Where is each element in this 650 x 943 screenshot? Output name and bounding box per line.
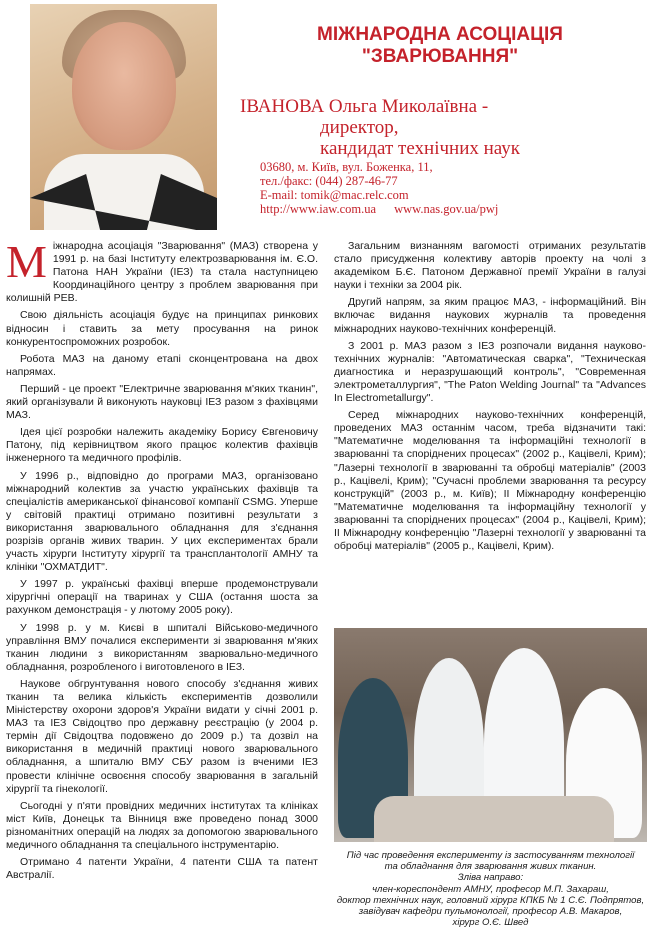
paragraph: З 2001 р. МАЗ разом з ІЕЗ розпочали видання науково-технічних журналів: "Автоматическая сварка", "Техническая диагностика и неразрушающий контроль", "Современная электрометаллургия", "The Paton Welding Journal" та "Advances In Electrometallurgy". <box>334 339 646 405</box>
photo-caption <box>334 850 647 928</box>
organization-title-line2: "ЗВАРЮВАННЯ" <box>361 46 519 67</box>
paragraph: Наукове обгрунтування нового способу з'єднання живих тканин та велика кількість експериментів дозволили Міністерству охорони здоров'я України видати у січні 2001 р. МАЗ та ІЕЗ Свідоцтво про державну реєстрацію (у 2004 р. термін дії Свідоцтва подовжено до 2009 р.) та дозвіл на використання в медичній практиці нового зварювального обладнання, а шпиталю ВМУ СБУ разом із вченими ІЕЗ провести клінічне освоєння способу зварювання в загальній хірургії та гінекології. <box>6 677 318 795</box>
paragraph: У 1997 р. українські фахівці вперше продемонстрували хірургічні операції на тваринах у США (остання шоста за рахунком демонстрація - у лютому 2005 року). <box>6 578 318 617</box>
paragraph: У 1996 р., відповідно до програми МАЗ, організовано міжнародний колектив за участю українських фахівців та спеціалістів американської фінансової компанії CSMG. Уперше у світовій практиці отримано позитивні результати з використання зварювального обладнання для з'єднання розрізів органів живих тварин. У цих експериментах брали участь хірурги Інституту хірургії та трансплантології АМНУ та клініки "ОХМАТДИТ". <box>6 469 318 574</box>
caption-line: Зліва направо: <box>457 872 524 884</box>
website-links <box>260 202 640 216</box>
paragraph: Другий напрям, за яким працює МАЗ, - інформаційний. Він включає видання наукових журналів та проведення міжнародних науково-технічних конференцій. <box>334 296 646 335</box>
caption-line: Під час проведення експерименту із застосуванням технології <box>346 850 635 861</box>
director-name: ІВАНОВА Ольга Миколаївна - <box>240 96 489 117</box>
director-position: директор, <box>320 117 399 138</box>
paragraph: Робота МАЗ на даному етапі сконцентрована на двох напрямах. <box>6 352 318 378</box>
director-portrait-photo <box>30 4 217 230</box>
paragraph: Отримано 4 патенти України, 4 патенти США та патент Австралії. <box>6 856 318 882</box>
paragraph: Ідея цієї розробки належить академіку Борису Євгеновичу Патону, під керівництвом якого працює колектив фахівців інженерного та медичного профілів. <box>6 426 318 465</box>
caption-line: хірург О.Є. Швед <box>452 917 529 929</box>
email: E-mail: tomik@mac.relc.com <box>260 188 409 202</box>
article-right-column <box>334 240 646 557</box>
paragraph: Свою діяльність асоціація будує на принципах ринкових відносин і ставить за мету просування на ринок конкурентоспроможних розробок. <box>6 309 318 348</box>
caption-line: завідувач кафедри пульмонології, професор А.В. Макаров, <box>358 906 623 918</box>
paragraph: Сьогодні у п'яти провідних медичних інститутах та клініках міст Київ, Донецьк та Вінниця вже проведено понад 3000 різноманітних операцій на людях за допомогою зварювального медичного обладнання та спеціального інструментарію. <box>6 799 318 852</box>
caption-line: доктор технічних наук, головний хірург КПКБ № 1 С.Є. Подпрятов, <box>336 894 645 906</box>
drop-cap: М <box>6 236 47 287</box>
contact-info <box>260 160 640 216</box>
director-name-block <box>240 96 640 159</box>
paragraph: Перший - це проект "Електричне зварювання м'яких тканин", який організували й виконують науковці ІЕЗ разом з фахівцями МАЗ. <box>6 382 318 422</box>
address: 03680, м. Київ, вул. Боженка, 11, <box>260 160 433 174</box>
phone-fax: тел./факс: (044) 287-46-77 <box>260 174 398 188</box>
website-link-nas: www.nas.gov.ua/pwj <box>394 202 499 216</box>
article-left-column <box>6 236 318 886</box>
caption-line: та обладнання для зварювання живих тканин. <box>384 861 597 873</box>
paragraph: Серед міжнародних науково-технічних конференцій, проведених МАЗ останнім часом, треба відзначити такі: "Математичне моделювання та інформаційні технології в зварюванні та споріднених процесах" (2002 р., Кацівелі, Крим); "Лазерні технології в зварюванні та обробці матеріалів" (2003 р., Кацівелі, Крим); "Сучасні проблеми зварювання та ресурсу конструкцій" (2003 р., м. Київ); ІІ Міжнародну конференцію "Математичне моделювання та інформаційну технології у зварюванні та споріднених процесах" (2004 р., Кацівелі, Крим); ІІ Міжнародну конференцію "Лазерні технології у зварюванні та обробці матеріалів" (2005 р., Кацівелі, Крим). <box>334 409 646 553</box>
website-link-iaw: http://www.iaw.com.ua <box>260 202 377 216</box>
paragraph: Загальним визнанням вагомості отриманих результатів стало присудження колективу авторів проекту на чолі з академіком Б.Є. Патоном Державної премії України в галузі науки і техніки за 2004 рік. <box>334 240 646 292</box>
paragraph: У 1998 р. у м. Києві в шпиталі Військово-медичного управління ВМУ почалися експерименти зі зварювання м'яких тканин людини з використанням зварювально-медичного обладнання, розробленого і виготовленого в ІЕЗ. <box>6 621 318 673</box>
surgery-photo <box>334 628 647 842</box>
organization-title <box>240 24 640 68</box>
paragraph: Міжнародна асоціація "Зварювання" (МАЗ) створена у 1991 р. на базі Інституту електрозварювання ім. Є.О. Патона НАН України (ІЕЗ) та стала наступницею Координаційного центру з проблем зварювання при колишній РЕВ. <box>6 236 318 305</box>
director-degree: кандидат технічних наук <box>320 138 520 159</box>
organization-title-line1: МІЖНАРОДНА АСОЦІАЦІЯ <box>317 24 563 45</box>
caption-line: член-кореспондент АМНУ, професор М.П. Захараш, <box>372 883 609 895</box>
